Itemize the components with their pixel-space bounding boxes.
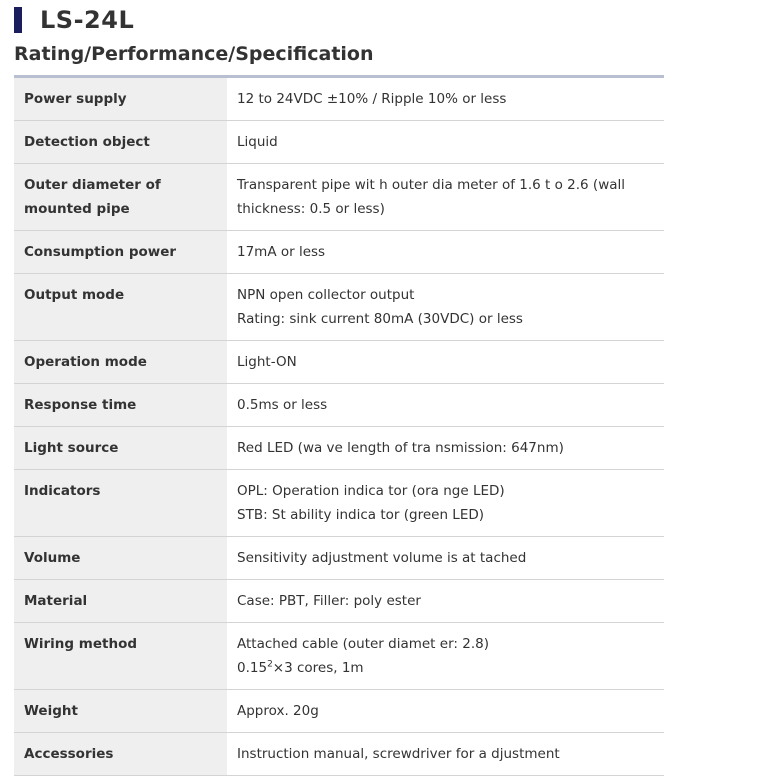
- spec-value: [227, 427, 664, 470]
- page-title: LS-24L: [40, 6, 135, 34]
- spec-row: [14, 164, 664, 231]
- spec-label: Indicators: [14, 470, 227, 537]
- spec-value: [227, 77, 664, 121]
- title-accent-bar: [14, 7, 22, 33]
- spec-label: Wiring method: [14, 623, 227, 690]
- spec-value-line: [237, 656, 654, 680]
- spec-value-line: Instruction manual, screwdriver for a djustment: [237, 746, 560, 762]
- spec-row: [14, 384, 664, 427]
- spec-value: [227, 231, 664, 274]
- spec-value: [227, 690, 664, 733]
- spec-label: Consumption power: [14, 231, 227, 274]
- spec-value-line: 12 to 24VDC ±10% / Ripple 10% or less: [237, 91, 507, 107]
- spec-row: [14, 341, 664, 384]
- spec-value-line: Red LED (wa ve length of tra nsmission: 647nm): [237, 440, 564, 456]
- spec-value-line: Approx. 20g: [237, 703, 319, 719]
- spec-value-line: Liquid: [237, 134, 278, 150]
- spec-label: Power supply: [14, 77, 227, 121]
- spec-value: [227, 121, 664, 164]
- spec-table: [14, 75, 664, 776]
- spec-label: Response time: [14, 384, 227, 427]
- spec-value: [227, 164, 664, 231]
- spec-value-line: Light-ON: [237, 354, 297, 370]
- spec-row: [14, 537, 664, 580]
- cable-cores-text: ×3 cores, 1m: [272, 660, 364, 676]
- spec-row: [14, 77, 664, 121]
- spec-row: [14, 231, 664, 274]
- spec-value: [227, 470, 664, 537]
- spec-value: [227, 623, 664, 690]
- title-row: [14, 6, 134, 34]
- spec-value-line: Attached cable (outer diamet er: 2.8): [237, 636, 489, 652]
- spec-value: [227, 580, 664, 623]
- spec-row: [14, 470, 664, 537]
- spec-value-line: Sensitivity adjustment volume is at tached: [237, 550, 527, 566]
- spec-value: [227, 733, 664, 776]
- spec-row: [14, 623, 664, 690]
- spec-label: Operation mode: [14, 341, 227, 384]
- spec-row: [14, 121, 664, 164]
- spec-row: [14, 274, 664, 341]
- spec-label: Light source: [14, 427, 227, 470]
- spec-row: [14, 733, 664, 776]
- spec-value-line: 17mA or less: [237, 244, 326, 260]
- spec-value-line: Case: PBT, Filler: poly ester: [237, 593, 421, 609]
- spec-value-line: 0.5ms or less: [237, 397, 328, 413]
- spec-value-line: NPN open collector output: [237, 287, 415, 303]
- spec-label: Material: [14, 580, 227, 623]
- spec-label: Weight: [14, 690, 227, 733]
- cable-size-base: 0.15: [237, 660, 268, 676]
- spec-row: [14, 580, 664, 623]
- spec-label: Outer diameter of mounted pipe: [14, 164, 227, 231]
- spec-value: [227, 537, 664, 580]
- spec-value-line: OPL: Operation indica tor (ora nge LED): [237, 483, 505, 499]
- spec-label: Detection object: [14, 121, 227, 164]
- spec-value: [227, 341, 664, 384]
- spec-value-line: Transparent pipe wit h outer dia meter of 1.6 t o 2.6 (wall thickness: 0.5 or less): [237, 177, 626, 217]
- spec-value-line: Rating: sink current 80mA (30VDC) or less: [237, 311, 523, 327]
- spec-row: [14, 690, 664, 733]
- spec-value: [227, 274, 664, 341]
- section-subtitle: Rating/Performance/Specification: [14, 43, 374, 65]
- spec-row: [14, 427, 664, 470]
- spec-value: [227, 384, 664, 427]
- spec-label: Accessories: [14, 733, 227, 776]
- cable-size-exponent: 2: [267, 659, 273, 670]
- spec-label: Output mode: [14, 274, 227, 341]
- spec-label: Volume: [14, 537, 227, 580]
- spec-value-line: STB: St ability indica tor (green LED): [237, 507, 485, 523]
- spec-table-body: [14, 77, 664, 776]
